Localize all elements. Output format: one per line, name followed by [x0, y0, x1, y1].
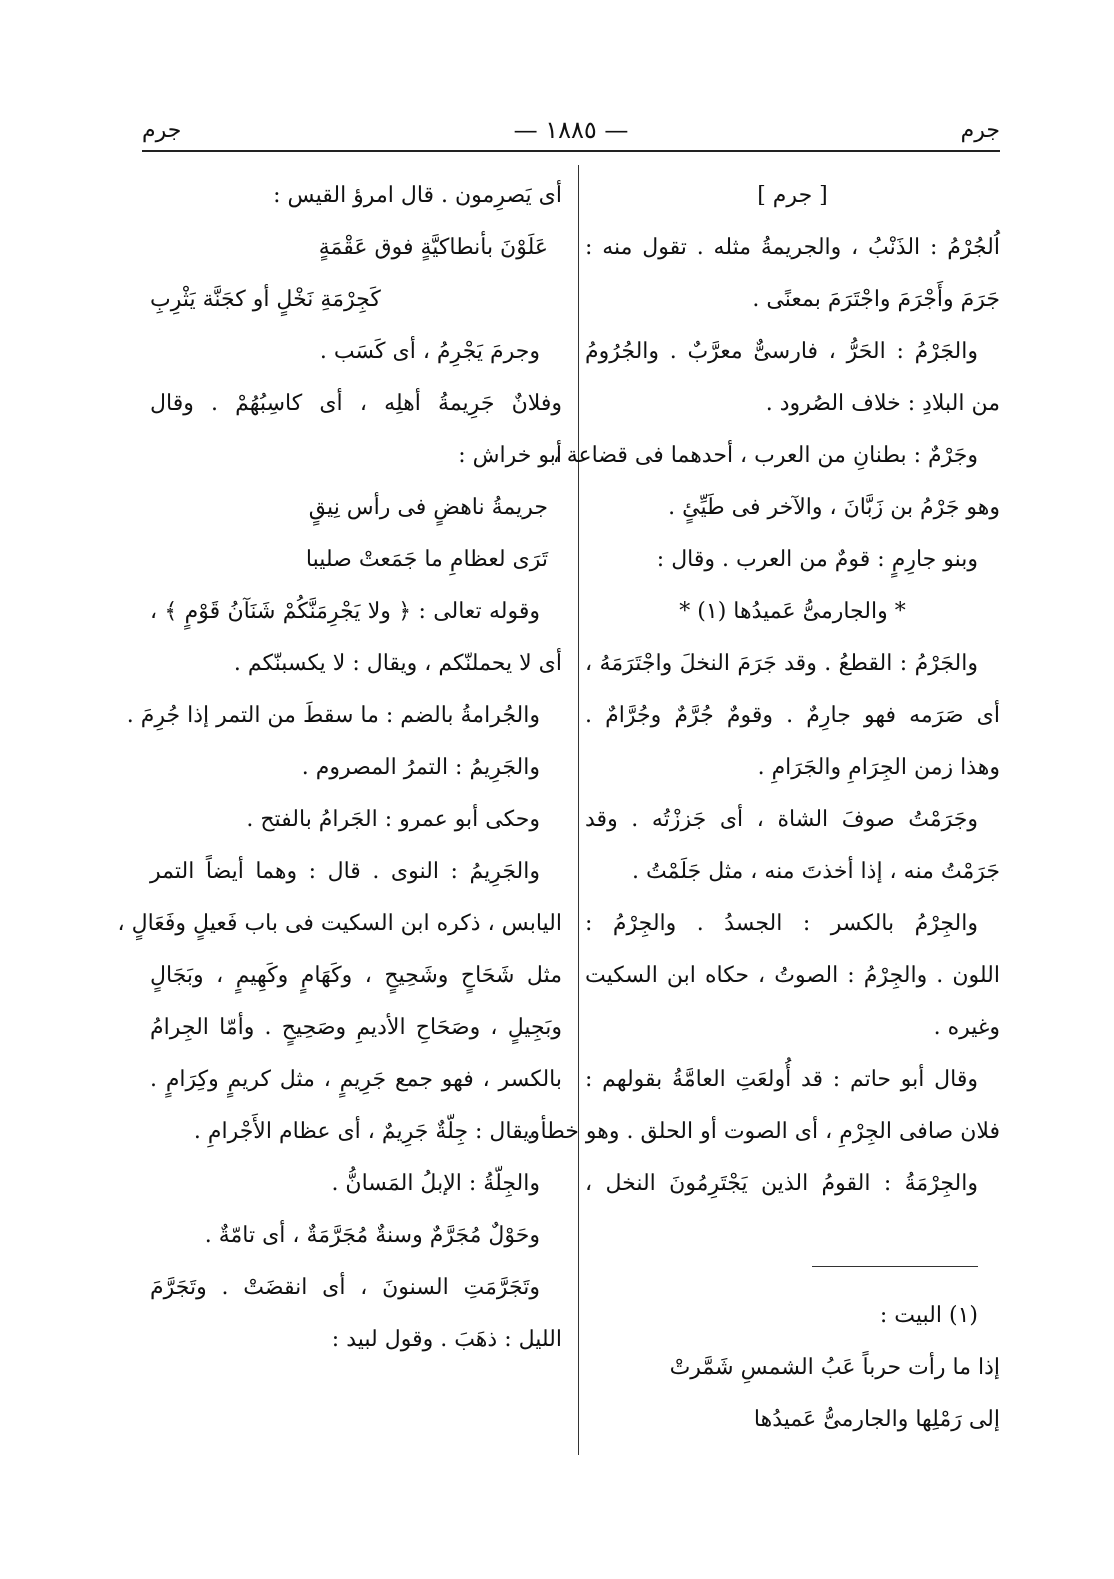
header-rule — [142, 150, 1000, 152]
text-line: وجَرَمْتُ صوفَ الشاة ، أى جَززْتُه . وقد — [585, 807, 978, 832]
text-line: وحكى أبو عمرو : الجَرامُ بالفتح . — [246, 807, 540, 832]
right-column — [526, 170, 1000, 1210]
text-line: والجُرامةُ بالضم : ما سقطَ من التمر إذا جُرِمَ . — [126, 703, 540, 728]
verse-line: جريمةُ ناهضٍ فى رأس نِيقٍ — [308, 495, 548, 520]
text-line: بالكسر ، فهو جمع جَرِيمٍ ، مثل كريمٍ وكِرَامٍ . — [150, 1067, 562, 1092]
text-line: ويقال : جِلّةٌ جَرِيمٌ ، أى عظام الأَجْرامِ . — [193, 1119, 540, 1144]
text-line: أبو خراش : — [458, 443, 562, 468]
text-line: مثل شَحَاحٍ وشَحِيحٍ ، وكَهَامٍ وكَهِيمٍ ، وبَجَالٍ — [150, 963, 562, 988]
text-line: اُلجُرْمُ : الذَنْبُ ، والجريمةُ مثله . تقول منه : — [585, 235, 1000, 260]
running-headword-right: جرم — [960, 118, 1000, 143]
text-line: الليل : ذهَبَ . وقول لبيد : — [331, 1327, 562, 1352]
text-line: والجَرِيمُ : التمرُ المصروم . — [301, 755, 540, 780]
verse-line: كَجِرْمَةِ نَخْلٍ أو كجَنَّة يَثْرِبِ — [150, 287, 381, 312]
text-line: وغيره . — [933, 1015, 1000, 1040]
text-line: وجَرْمٌ : بطنانِ من العرب ، أحدهما فى قضاعة ، — [552, 443, 978, 468]
text-line: وقال أبو حاتم : قد أُولعَتِ العامَّةُ بقولهم : — [585, 1067, 978, 1092]
text-line: والجِرْمُ بالكسر : الجسدُ . والجِرْمُ : — [585, 911, 978, 936]
text-line: أى يَصرِمون . قال امرؤ القيس : — [273, 183, 562, 208]
text-line: والجَرِيمُ : النوى . قال : وهما أيضاً التمر — [150, 859, 540, 884]
footnote-verse: إلى رَمْلِها والجارمىُّ عَميدُها — [753, 1407, 1000, 1432]
text-line: وجرمَ يَجْرِمُ ، أى كَسَب . — [319, 339, 540, 364]
text-line: اليابس ، ذكره ابن السكيت فى باب فَعيلٍ وفَعَالٍ ، — [117, 911, 562, 936]
column-divider — [578, 165, 579, 1455]
text-line: جَرَمْتُ منه ، إذا أخذتَ منه ، مثل جَلَمْتُ . — [632, 859, 1000, 884]
page-number: — ١٨٨٥ — — [513, 116, 629, 144]
text-line: وبنو جارِمٍ : قومٌ من العرب . وقال : — [656, 547, 978, 572]
text-line: وقوله تعالى : ﴿ ولا يَجْرِمَنَّكُمْ شَنَآنُ قَوْمٍ ﴾ ، — [150, 599, 540, 624]
text-line: جَرَمَ وأَجْرَمَ واجْتَرَمَ بمعنًى . — [752, 287, 1000, 312]
text-line: والجَرْمُ : القطعُ . وقد جَرَمَ النخلَ واجْتَرَمَهُ ، — [585, 651, 978, 676]
text-line: والجِلّةُ : الإبلُ المَسانُّ . — [331, 1171, 540, 1196]
text-line: وتَجَرَّمَتِ السنونَ ، أى انقضَتْ . وتَجَرَّمَ — [150, 1275, 540, 1300]
text-line: وبَجِيلٍ ، وصَحَاحِ الأديمِ وصَحِيحٍ . وأمّا الجِرامُ — [150, 1015, 562, 1040]
text-line: والجَرْمُ : الحَرُّ ، فارسىٌّ معرَّبٌ . والجُرُومُ — [585, 339, 978, 364]
running-headword-left: جرم — [142, 118, 182, 143]
footnote — [585, 1290, 1000, 1446]
left-column — [117, 170, 563, 1366]
text-line: وفلانٌ جَرِيمةُ أهلِه ، أى كاسِبُهُمْ . وقال — [150, 391, 563, 416]
entry-heading: [ جرم ] — [757, 183, 828, 208]
text-line: فلان صافى الجِرْمِ ، أى الصوت أو الحلق . وهو خطأ . — [526, 1119, 1000, 1144]
verse-line: عَلَوْنَ بأنطاكيَّةٍ فوق عَقْمَةٍ — [318, 235, 548, 260]
footnote-label: (١) البيت : — [879, 1303, 978, 1328]
text-line: وهو جَرْمُ بن زَبَّانَ ، والآخر فى طَيِّئٍ . — [668, 495, 1000, 520]
page-header — [142, 112, 1000, 152]
text-line: أى لا يحملنّكم ، ويقال : لا يكسبنّكم . — [233, 651, 562, 676]
footnote-verse: إذا ما رأت حرباً عَبُ الشمسِ شَمَّرتْ — [669, 1355, 1000, 1380]
text-line: من البلادِ : خلاف الصُرود . — [765, 391, 1000, 416]
text-line: أى صَرَمه فهو جارِمٌ . وقومٌ جُرَّمٌ وجُرَّامٌ . — [585, 703, 1000, 728]
footnote-rule — [812, 1266, 978, 1267]
verse-line: تَرَى لعظامِ ما جَمَعتْ صليبا — [305, 547, 548, 572]
text-line: اللون . والجِرْمُ : الصوتُ ، حكاه ابن السكيت — [585, 963, 1000, 988]
verse-quote: * والجارمىُّ عَميدُها (١) * — [679, 599, 906, 624]
text-line: والجِرْمَةُ : القومُ الذين يَجْتَرِمُونَ النخل ، — [585, 1171, 978, 1196]
text-line: وهذا زمن الجِرَامِ والجَرَامِ . — [757, 755, 1000, 780]
text-line: وحَوْلٌ مُجَرَّمٌ وسنةٌ مُجَرَّمَةٌ ، أى تامّةٌ . — [204, 1223, 540, 1248]
